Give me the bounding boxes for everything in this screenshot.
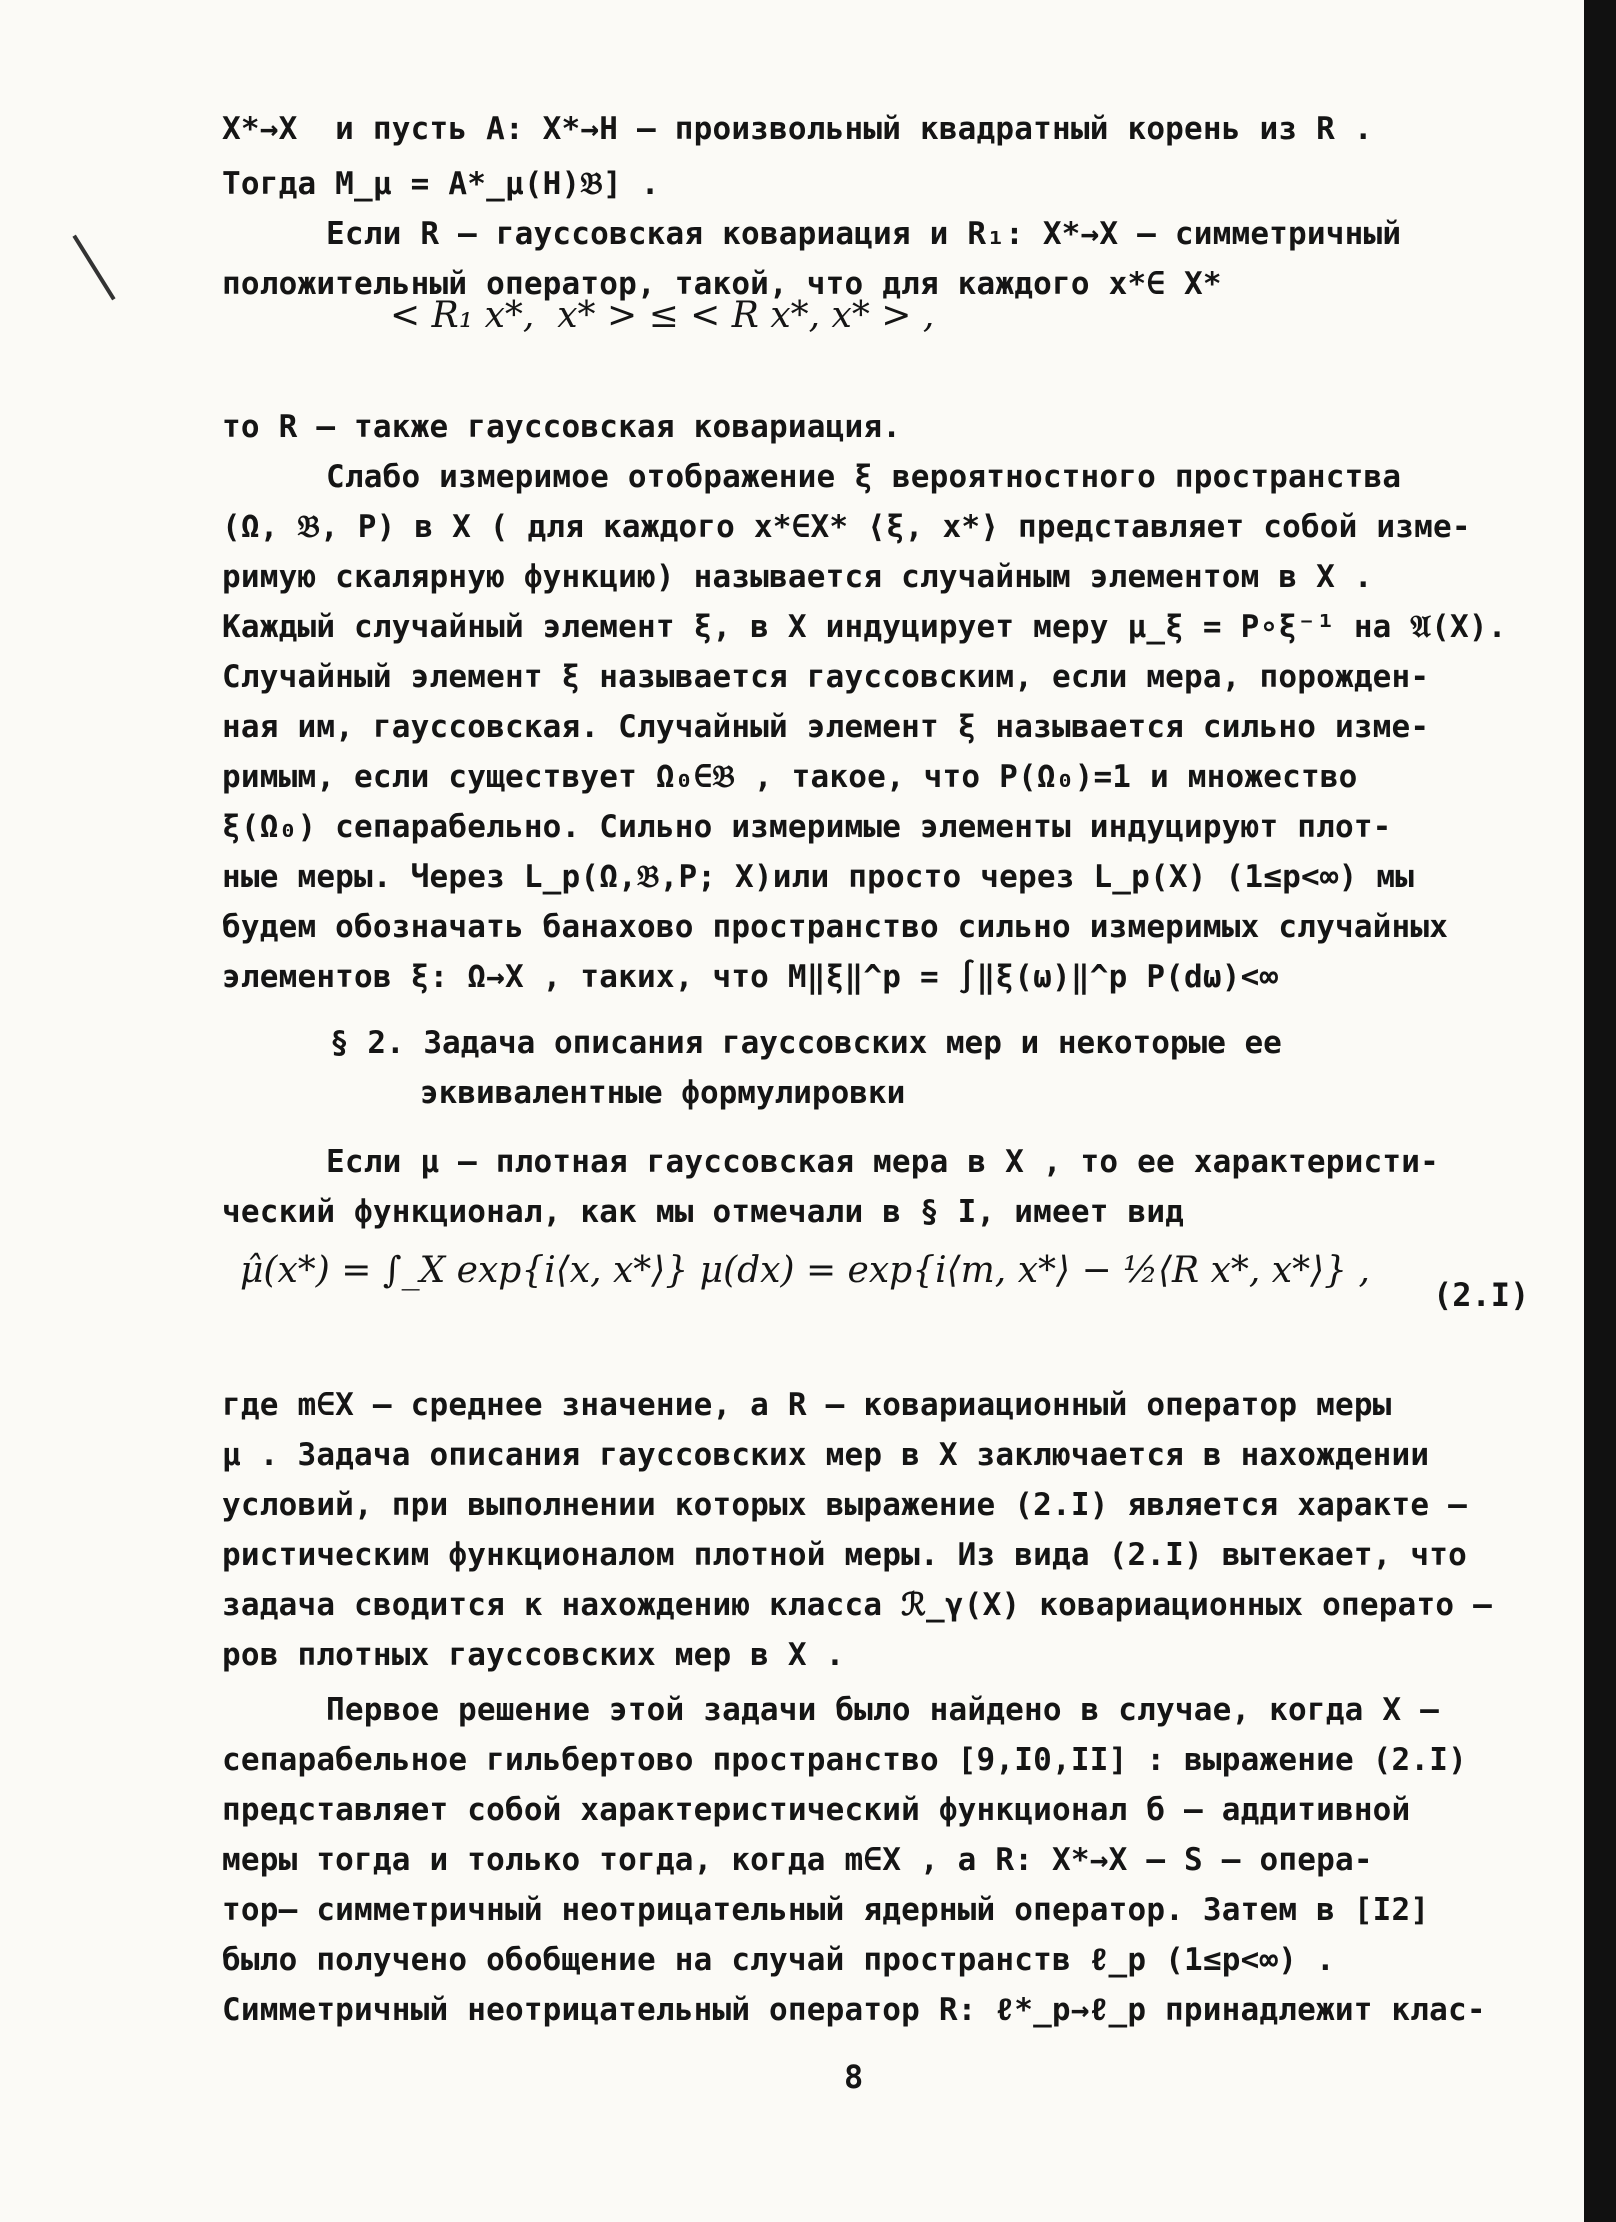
text-line-29: тор– симметричный неотрицательный ядерный оператор. Затем в [I2] [222,1892,1430,1928]
text-line-26: сепарабельное гильбертово пространство [9,I0,II] : выражение (2.I) [222,1742,1467,1778]
text-line-13: ξ(Ω₀) сепарабельно. Сильно измеримые элементы индуцируют плот- [222,809,1392,845]
text-line-3: Если R – гауссовская ковариация и R₁: X*→X – симметричный [326,216,1402,252]
text-line-2: Тогда M_μ = A*_μ(H)𝔅] . [222,166,660,202]
text-line-30: было получено обобщение на случай пространств ℓ_p (1≤p<∞) . [222,1942,1335,1978]
text-line-21: условий, при выполнении которых выражение (2.I) является характе – [222,1487,1467,1523]
text-line-9: Каждый случайный элемент ξ, в X индуцирует меру μ_ξ = P∘ξ⁻¹ на 𝔄(X). [222,609,1507,645]
text-line-25: Первое решение этой задачи было найдено в случае, когда X – [326,1692,1439,1728]
text-line-23: задача сводится к нахождению класса ℛ_γ(X) ковариационных операто – [222,1587,1492,1623]
page-number: 8 [844,2058,864,2096]
scan-edge-bar [1584,0,1616,2222]
section-heading-line2: эквивалентные формулировки [420,1075,906,1111]
text-line-31: Симметричный неотрицательный оператор R: ℓ*_p→ℓ_p принадлежит клас- [222,1992,1486,2028]
text-line-18: ческий функционал, как мы отмечали в § I, имеет вид [222,1194,1185,1230]
text-line-27: представляет собой характеристический функционал б – аддитивной [222,1792,1411,1828]
text-line-6: Слабо измеримое отображение ξ вероятностного пространства [326,459,1402,495]
text-line-16: элементов ξ: Ω→X , таких, что M‖ξ‖^p = ∫‖ξ(ω)‖^p P(dω)<∞ [222,959,1279,995]
text-line-19: где m∈X – среднее значение, а R – ковариационный оператор меры [222,1387,1392,1423]
text-line-8: римую скалярную функцию) называется случайным элементом в X . [222,559,1373,595]
text-line-7: (Ω, 𝔅, P) в X ( для каждого x*∈X* ⟨ξ, x*⟩ представляет собой изме- [222,509,1471,545]
inequality: < R₁ x*, x* > ≤ < R x*, x* > , [390,295,935,336]
text-line-20: μ . Задача описания гауссовских мер в X заключается в нахождении [222,1437,1430,1473]
text-line-28: меры тогда и только тогда, когда m∈X , а R: X*→X – S – опера- [222,1842,1373,1878]
formula-2-1: μ̂(x*) = ∫_X exp{i⟨x, x*⟩} μ(dx) = exp{i⟨m, x*⟩ − ½⟨R x*, x*⟩} , [240,1250,1370,1291]
scan-mark [72,235,115,301]
text-line-15: будем обозначать банахово пространство сильно измеримых случайных [222,909,1449,945]
equation-number: (2.I) [1433,1276,1530,1314]
text-line-1: X*→X и пусть A: X*→H – произвольный квадратный корень из R . [222,111,1373,147]
text-line-12: римым, если существует Ω₀∈𝔅 , такое, что P(Ω₀)=1 и множество [222,759,1358,795]
text-line-5: то R – также гауссовская ковариация. [222,409,902,445]
text-line-4: положительный оператор, такой, что для каждого x*∈ X* [222,266,1222,302]
text-line-10: Случайный элемент ξ называется гауссовским, если мера, порожден- [222,659,1430,695]
text-line-17: Если μ – плотная гауссовская мера в X , то ее характеристи- [326,1144,1439,1180]
text-line-14: ные меры. Через L_p(Ω,𝔅,P; X)или просто через L_p(X) (1≤p<∞) мы [222,859,1415,895]
text-line-22: ристическим функционалом плотной меры. Из вида (2.I) вытекает, что [222,1537,1467,1573]
section-heading: § 2. Задача описания гауссовских мер и некоторые ее [330,1025,1282,1061]
text-line-11: ная им, гауссовская. Случайный элемент ξ называется сильно изме- [222,709,1430,745]
text-line-24: ров плотных гауссовских мер в X . [222,1637,845,1673]
